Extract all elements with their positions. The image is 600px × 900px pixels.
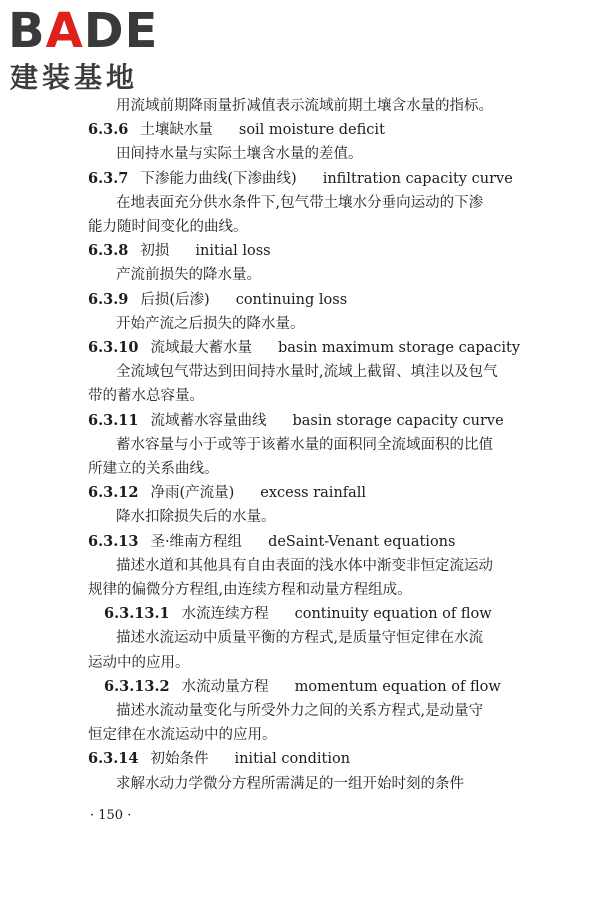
- logo-wordmark: BADE: [8, 3, 159, 59]
- term-number: 6.3.7: [88, 169, 129, 187]
- paragraph-line: 田间持水量与实际土壤含水量的差值。: [116, 146, 363, 163]
- term-english: infiltration capacity curve: [322, 170, 513, 187]
- term-number: 6.3.8: [88, 242, 129, 260]
- term-chinese: 初始条件: [150, 751, 209, 768]
- term-entry: [88, 411, 504, 431]
- term-entry: [88, 241, 271, 261]
- term-entry: [88, 169, 513, 189]
- term-english: deSaint-Venant equations: [268, 533, 456, 550]
- paragraph-line: 求解水动力学微分方程所需满足的一组开始时刻的条件: [116, 775, 464, 792]
- paragraph-line: 产流前损失的降水量。: [116, 267, 261, 284]
- term-entry: [88, 532, 455, 552]
- term-number: 6.3.14: [88, 750, 139, 768]
- term-chinese: 下渗能力曲线(下渗曲线): [140, 170, 297, 187]
- term-english: initial loss: [195, 243, 271, 260]
- paragraph-line: 描述水流运动中质量平衡的方程式,是质量守恒定律在水流: [116, 630, 484, 647]
- page-number: · 150 ·: [90, 808, 132, 823]
- term-english: basin maximum storage capacity: [277, 340, 521, 356]
- term-chinese: 初损: [140, 243, 170, 260]
- term-english: momentum equation of flow: [294, 678, 501, 695]
- paragraph-line: 描述水道和其他具有自由表面的浅水体中渐变非恒定流运动: [116, 557, 493, 574]
- term-english: excess rainfall: [260, 485, 367, 502]
- continuation-line: 恒定律在水流运动中的应用。: [88, 727, 277, 744]
- subterm-entry: [104, 604, 492, 624]
- term-chinese: 水流动量方程: [181, 678, 269, 695]
- term-chinese: 流域蓄水容量曲线: [150, 412, 267, 429]
- term-chinese: 后损(后渗): [140, 291, 210, 308]
- term-number: 6.3.6: [88, 121, 129, 139]
- term-entry: [88, 338, 520, 358]
- subterm-entry: [104, 677, 501, 697]
- term-english: continuing loss: [235, 291, 348, 308]
- term-entry: [88, 120, 385, 140]
- logo-subtitle: 建装基地: [10, 61, 139, 94]
- term-chinese: 水流连续方程: [181, 606, 269, 623]
- term-entry: [88, 749, 350, 769]
- continuation-line: 运动中的应用。: [88, 654, 190, 671]
- term-number: 6.3.9: [88, 290, 129, 308]
- term-entry: [88, 483, 366, 503]
- paragraph-line: 开始产流之后损失的降水量。: [116, 315, 305, 332]
- term-english: soil moisture deficit: [238, 122, 385, 139]
- continuation-line: 所建立的关系曲线。: [88, 461, 219, 477]
- paragraph-line: 在地表面充分供水条件下,包气带土壤水分垂向运动的下渗: [116, 194, 484, 211]
- term-chinese: 流域最大蓄水量: [150, 340, 252, 356]
- term-english: initial condition: [234, 751, 351, 768]
- paragraph-line: 描述水流动量变化与所受外力之间的关系方程式,是动量守: [116, 703, 484, 719]
- term-entry: [88, 290, 347, 310]
- paragraph-line: 用流域前期降雨量折减值表示流域前期土壤含水量的指标。: [116, 98, 493, 114]
- continuation-line: 能力随时间变化的曲线。: [88, 219, 248, 235]
- continuation-line: 规律的偏微分方程组,由连续方程和动量方程组成。: [88, 582, 412, 598]
- term-number: 6.3.11: [88, 411, 139, 429]
- term-chinese: 净雨(产流量): [150, 485, 235, 502]
- term-number: 6.3.13.1: [104, 605, 170, 623]
- term-number: 6.3.13.2: [104, 677, 170, 695]
- paragraph-line: 蓄水容量与小于或等于该蓄水量的面积同全流域面积的比值: [116, 436, 493, 453]
- term-english: basin storage capacity curve: [292, 412, 504, 429]
- paragraph-line: 降水扣除损失后的水量。: [116, 509, 276, 526]
- term-number: 6.3.13: [88, 532, 139, 550]
- paragraph-line: 全流域包气带达到田间持水量时,流域上截留、填洼以及包气: [116, 364, 498, 381]
- term-number: 6.3.12: [88, 484, 139, 502]
- term-chinese: 圣·维南方程组: [150, 533, 243, 550]
- term-english: continuity equation of flow: [294, 606, 492, 623]
- continuation-line: 带的蓄水总容量。: [88, 388, 204, 405]
- term-chinese: 土壤缺水量: [140, 122, 213, 139]
- term-number: 6.3.10: [88, 339, 139, 356]
